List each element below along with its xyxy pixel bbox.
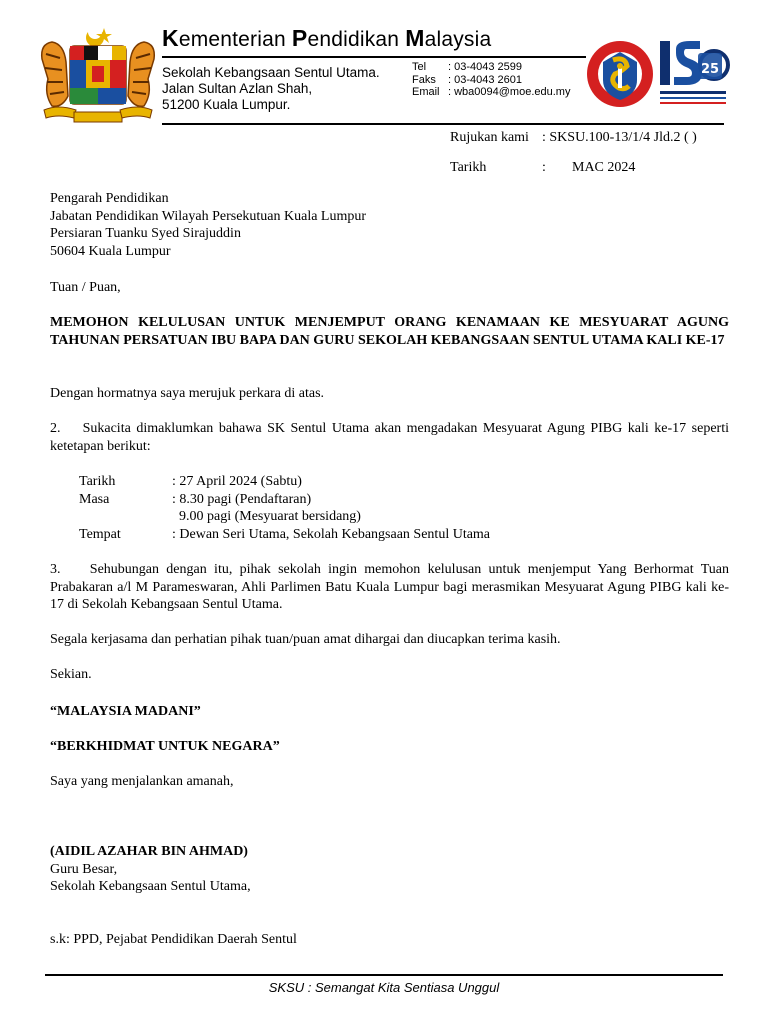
detail-row-time-2: 9.00 pagi (Mesyuarat bersidang) — [172, 509, 361, 525]
contact-tel: Tel : 03-4043 2599 — [412, 61, 523, 73]
carbon-copy: s.k: PPD, Pejabat Pendidikan Daerah Sentul — [50, 932, 297, 947]
letter-subject: MEMOHON KELULUSAN UNTUK MENJEMPUT ORANG KENAMAAN KE MESYUARAT AGUNG TAHUNAN PERSATUAN IBU BAPA DAN GURU SEKOLAH KEBANGSAAN SENTUL UTAMA KALI KE-17 — [50, 315, 729, 348]
detail-row-time: Masa : 8.30 pagi (Pendaftaran) — [79, 491, 312, 507]
reference-label: Rujukan kami — [450, 130, 529, 145]
header-divider-top — [162, 56, 586, 58]
footer-slogan: SKSU : Semangat Kita Sentiasa Unggul — [268, 980, 500, 995]
recipient-address — [50, 190, 729, 260]
detail-row-date: Tarikh : 27 April 2024 (Sabtu) — [79, 474, 302, 489]
transformation-program-logo — [656, 35, 730, 109]
contact-fax: Faks : 03-4043 2601 — [412, 73, 523, 86]
recipient-line: Pengarah Pendidikan — [50, 191, 169, 206]
motto-berkhidmat: “BERKHIDMAT UNTUK NEGARA” — [50, 739, 280, 754]
ministry-name: Kementerian Pendidikan Malaysia — [162, 25, 492, 51]
signatory-title: Guru Besar, — [50, 861, 118, 877]
sekian: Sekian. — [50, 667, 92, 682]
event-details — [79, 473, 490, 543]
school-street: Jalan Sultan Azlan Shah, — [162, 81, 313, 96]
opening-paragraph: Dengan hormatnya saya merujuk perkara di atas. — [50, 386, 325, 401]
signature-block — [50, 843, 729, 896]
recipient-line: Jabatan Pendidikan Wilayah Persekutuan Kuala Lumpur — [50, 208, 367, 224]
malaysia-coat-of-arms-logo — [38, 24, 158, 124]
signatory-school: Sekolah Kebangsaan Sentul Utama, — [50, 879, 251, 895]
closing-line: Saya yang menjalankan amanah, — [50, 774, 234, 789]
paragraph-4: Segala kerjasama dan perhatian pihak tuan/puan amat dihargai dan diucapkan terima kasih. — [50, 632, 561, 647]
school-logo — [585, 38, 655, 110]
date-value: MAC 2024 — [572, 160, 636, 175]
contact-email: Email : wba0094@moe.edu.my — [412, 86, 571, 98]
paragraph-3: 3. Sehubungan dengan itu, pihak sekolah ingin memohon kelulusan untuk menjemput Yang Berhormat Tuan Prabakaran a/l M Parameswaran, Ahli Parlimen Batu Kuala Lumpur bagi merasmikan Mesyuarat Agung PIBG kali ke-17 di Sekolah Kebangsaan Sentul Utama. — [50, 562, 733, 613]
footer-divider — [45, 974, 723, 976]
detail-row-venue: Tempat : Dewan Seri Utama, Sekolah Kebangsaan Sentul Utama — [79, 526, 491, 542]
school-name: Sekolah Kebangsaan Sentul Utama. — [162, 65, 380, 80]
school-postcode-city: 51200 Kuala Lumpur. — [162, 97, 291, 112]
recipient-line: 50604 Kuala Lumpur — [50, 243, 171, 259]
paragraph-2: 2. Sukacita dimaklumkan bahawa SK Sentul Utama akan mengadakan Mesyuarat Agung PIBG kali ke-17 seperti ketetapan berikut: — [50, 421, 733, 454]
reference-number: : SKSU.100-13/1/4 Jld.2 ( ) — [542, 130, 697, 145]
date-label: Tarikh — [450, 160, 487, 175]
salutation: Tuan / Puan, — [50, 280, 121, 295]
signatory-name: (AIDIL AZAHAR BIN AHMAD) — [50, 844, 248, 859]
header-divider-bottom — [162, 123, 724, 125]
contact-block — [412, 61, 570, 99]
school-address — [162, 65, 380, 113]
svg-text:25: 25 — [700, 62, 720, 77]
date-colon: : — [542, 160, 546, 175]
recipient-line: Persiaran Tuanku Syed Sirajuddin — [50, 226, 241, 242]
motto-malaysia-madani: “MALAYSIA MADANI” — [50, 704, 201, 719]
